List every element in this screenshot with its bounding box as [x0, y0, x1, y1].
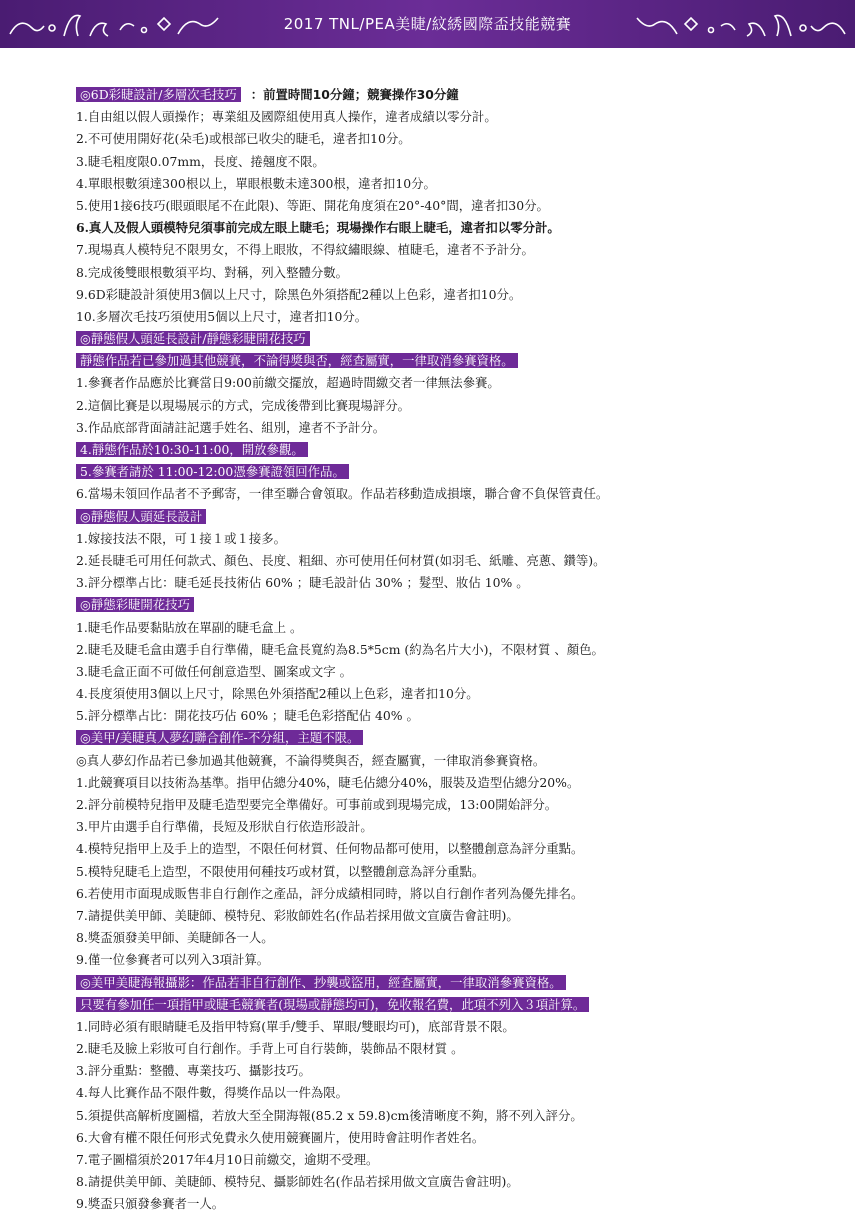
notice-highlight: 靜態作品若已參加過其他競賽，不論得獎與否，經查屬實，一律取消參賽資格。 [76, 353, 518, 368]
rule-line: 2.睫毛及睫毛盒由選手自行準備，睫毛盒長寬約為8.5*5cm (約為名片大小)，不限材質 、顏色。 [76, 641, 604, 657]
rule-line: 3.評分標準占比：睫毛延長技術佔 60% ；睫毛設計佔 30% ；髮型、妝佔 10% 。 [76, 575, 529, 591]
notice-highlight: 5.參賽者請於 11:00-12:00憑參賽證領回作品。 [76, 464, 349, 479]
rule-line: 8.請提供美甲師、美睫師、模特兒、攝影師姓名(作品若採用做文宣廣告會註明)。 [76, 1174, 519, 1190]
rule-line: 3.評分重點：整體、專業技巧、攝影技巧。 [76, 1063, 311, 1079]
rule-line: 2.評分前模特兒指甲及睫毛造型要完全準備好。可事前或到現場完成，13:00開始評分。 [76, 797, 558, 812]
notice-line [76, 439, 836, 461]
notice-line [76, 461, 836, 483]
notice-line [76, 994, 836, 1016]
rule-line: 1.自由組以假人頭操作；專業組及國際組使用真人操作，違者成績以零分計。 [76, 109, 497, 125]
notice-highlight: 只要有參加任一項指甲或睫毛競賽者(現場或靜態均可)，免收報名費，此項不列入３項計算。 [76, 997, 589, 1012]
section-heading [76, 328, 836, 350]
rule-line: ◎真人夢幻作品若已參加過其他競賽，不論得獎與否，經查屬實，一律取消參賽資格。 [76, 752, 546, 768]
rule-line: 6.若使用市面現成販售非自行創作之產品，評分成績相同時，將以自行創作者列為優先排名。 [76, 885, 584, 901]
rule-line: 6.大會有權不限任何形式免費永久使用競賽圖片，使用時會註明作者姓名。 [76, 1129, 485, 1145]
rule-line: 1.參賽者作品應於比賽當日9:00前繳交擺放，超過時間繳交者一律無法參賽。 [76, 375, 500, 391]
rule-line: 9.獎盃只頒發參賽者一人。 [76, 1196, 225, 1212]
rule-line: 8.獎盃頒發美甲師、美睫師各一人。 [76, 930, 274, 946]
section-heading [76, 506, 836, 528]
rule-line: 2.睫毛及臉上彩妝可自行創作。手背上可自行裝飾，裝飾品不限材質 。 [76, 1041, 464, 1057]
rule-line: 7.現場真人模特兒不限男女，不得上眼妝，不得紋繡眼線、植睫毛，違者不予計分。 [76, 242, 534, 258]
rule-line: 2.延長睫毛可用任何款式、顏色、長度、粗細、亦可使用任何材質(如羽毛、紙雕、亮蔥、鑽等)。 [76, 552, 606, 568]
rule-line: 1.同時必須有眼睛睫毛及指甲特寫(單手/雙手、單眼/雙眼均可)，底部背景不限。 [76, 1018, 515, 1034]
rule-line: 3.作品底部背面請註記選手姓名、組別，違者不予計分。 [76, 419, 386, 435]
rule-line: 9.6D彩睫設計須使用3個以上尺寸，除黑色外須搭配2種以上色彩，違者扣10分。 [76, 286, 522, 302]
section-title: ◎靜態彩睫開花技巧 [76, 597, 194, 612]
section-title: ◎靜態假人頭延長設計/靜態彩睫開花技巧 [76, 331, 310, 346]
rule-line: 2.這個比賽是以現場展示的方式，完成後帶到比賽現場評分。 [76, 397, 410, 413]
section-timing: ：前置時間10分鐘；競賽操作30分鐘 [250, 87, 459, 102]
section-heading [76, 594, 836, 616]
rule-line: 2.不可使用開好花(朵毛)或根部已收尖的睫毛，違者扣10分。 [76, 131, 411, 147]
rule-line: 4.每人比賽作品不限件數，得獎作品以一件為限。 [76, 1085, 349, 1101]
rule-line: 5.模特兒睫毛上造型，不限使用何種技巧或材質，以整體創意為評分重點。 [76, 863, 485, 879]
rule-line: 1.此競賽項目以技術為基準。指甲佔總分40%，睫毛佔總分40%，服裝及造型佔總分20%。 [76, 774, 580, 790]
section-heading [76, 727, 836, 749]
rule-line: 4.長度須使用3個以上尺寸，除黑色外須搭配2種以上色彩，違者扣10分。 [76, 686, 479, 702]
rule-line: 3.睫毛粗度限0.07mm，長度、捲翹度不限。 [76, 153, 325, 169]
rule-line: 3.睫毛盒正面不可做任何創意造型、圖案或文字 。 [76, 663, 352, 679]
section-title: ◎美甲美睫海報攝影：作品若非自行創作、抄襲或盜用，經查屬實，一律取消參賽資格。 [76, 975, 566, 990]
rule-line: 9.僅一位參賽者可以列入3項計算。 [76, 952, 270, 968]
rule-line-emphasis: 6.真人及假人頭模特兒須事前完成左眼上睫毛；現場操作右眼上睫毛，違者扣以零分計。 [76, 220, 560, 236]
rules-content [76, 84, 836, 1216]
notice-highlight: 4.靜態作品於10:30-11:00，開放參觀。 [76, 442, 308, 457]
rule-line: 4.模特兒指甲上及手上的造型，不限任何材質、任何物品都可使用，以整體創意為評分重點。 [76, 841, 584, 857]
rule-line: 5.須提供高解析度圖檔，若放大至全開海報(85.2 x 59.8)cm後清晰度不夠，將不列入評分。 [76, 1107, 583, 1123]
rule-line: 1.睫毛作品要黏貼放在單副的睫毛盒上 。 [76, 619, 303, 635]
rule-line: 7.請提供美甲師、美睫師、模特兒、彩妝師姓名(作品若採用做文宣廣告會註明)。 [76, 907, 519, 923]
section-title: ◎美甲/美睫真人夢幻聯合創作-不分組，主題不限。 [76, 730, 363, 745]
notice-line [76, 350, 836, 372]
rule-line: 4.單眼根數須達300根以上，單眼根數未達300根，違者扣10分。 [76, 175, 436, 191]
rule-line: 7.電子圖檔須於2017年4月10日前繳交，逾期不受理。 [76, 1152, 379, 1167]
rule-line: 1.嫁接技法不限，可１接１或１接多。 [76, 530, 287, 546]
rule-line: 6.當場未領回作品者不予郵寄，一律至聯合會領取。作品若移動造成損壞，聯合會不負保管責任。 [76, 486, 609, 502]
section-heading [76, 84, 836, 106]
rule-line: 10.多層次毛技巧須使用5個以上尺寸，違者扣10分。 [76, 308, 368, 324]
rule-line: 3.甲片由選手自行準備，長短及形狀自行依造形設計。 [76, 819, 373, 835]
section-heading [76, 972, 836, 994]
rule-line: 8.完成後雙眼根數須平均、對稱，列入整體分數。 [76, 264, 349, 280]
rule-line: 5.評分標準占比：開花技巧佔 60% ；睫毛色彩搭配佔 40% 。 [76, 708, 419, 724]
section-title: ◎靜態假人頭延長設計 [76, 509, 206, 524]
section-title: ◎6D彩睫設計/多層次毛技巧 [76, 87, 241, 102]
header-banner [0, 0, 855, 48]
page-title: 2017 TNL/PEA美睫/紋綉國際盃技能競賽 [283, 15, 572, 33]
rule-line: 5.使用1接6技巧(眼頭眼尾不在此限)、等距、開花角度須在20°-40°間，違者扣30分。 [76, 197, 549, 213]
